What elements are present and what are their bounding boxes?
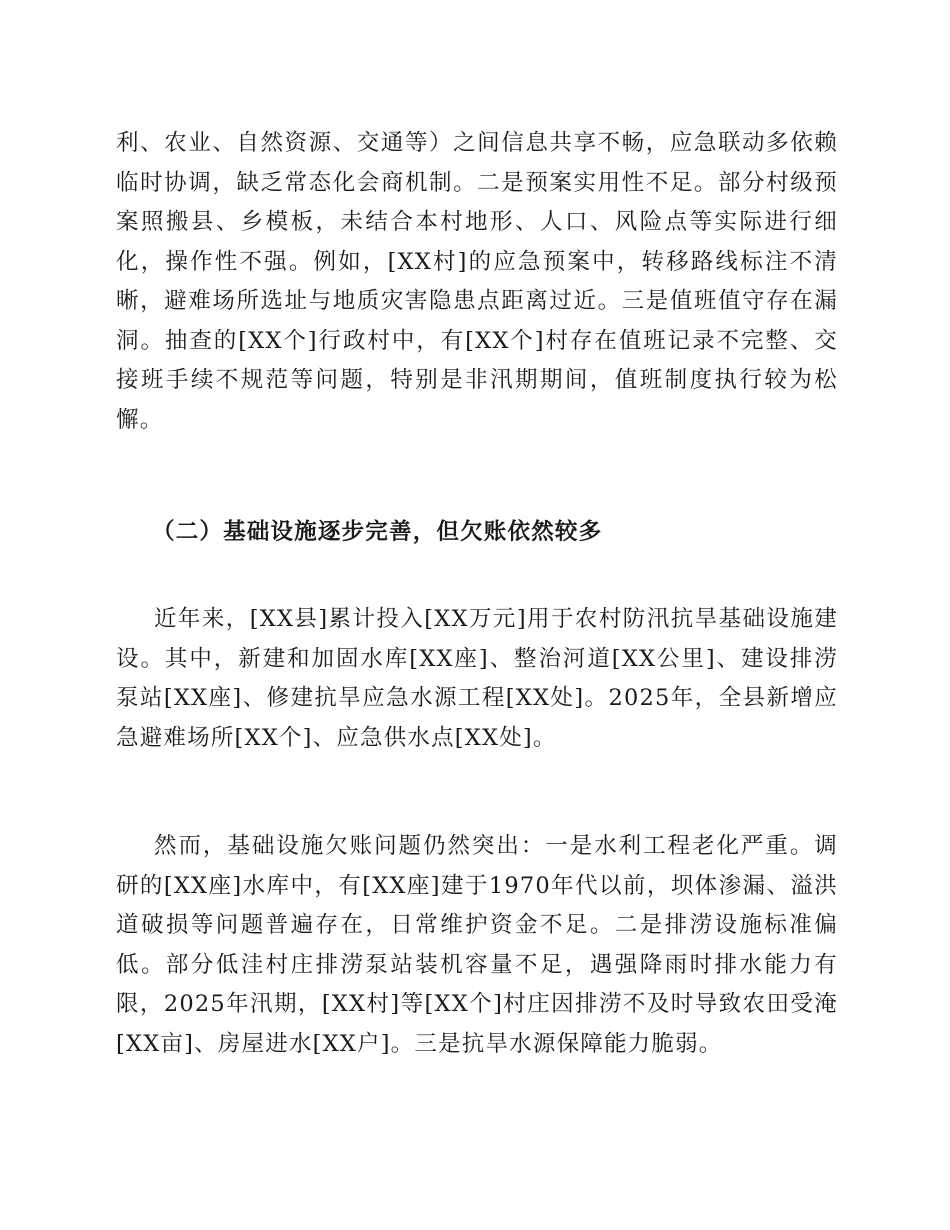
- body-paragraph-continued: 利、农业、自然资源、交通等）之间信息共享不畅，应急联动多依赖临时协调，缺乏常态化会商机制。二是预案实用性不足。部分村级预案照搬县、乡模板，未结合本村地形、人口、风险点等实际进行细化，操作性不强。例如，[XX村]的应急预案中，转移路线标注不清晰，避难场所选址与地质灾害隐患点距离过近。三是值班值守存在漏洞。抽查的[XX个]行政村中，有[XX个]村存在值班记录不完整、交接班手续不规范等问题，特别是非汛期期间，值班制度执行较为松懈。: [116, 130, 838, 433]
- body-paragraph-shortfalls: 然而，基础设施欠账问题仍然突出：一是水利工程老化严重。调研的[XX座]水库中，有[XX座]建于1970年代以前，坝体渗漏、溢洪道破损等问题普遍存在，日常维护资金不足。二是排涝设施标准偏低。部分低洼村庄排涝泵站装机容量不足，遇强降雨时排水能力有限，2025年汛期，[XX村]等[XX个]村庄因排涝不及时导致农田受淹[XX亩]、房屋进水[XX户]。三是抗旱水源保障能力脆弱。: [116, 833, 838, 1057]
- body-paragraph-investment: 近年来，[XX县]累计投入[XX万元]用于农村防汛抗旱基础设施建设。其中，新建和加固水库[XX座]、整治河道[XX公里]、建设排涝泵站[XX座]、修建抗旱应急水源工程[XX处]。2025年，全县新增应急避难场所[XX个]、应急供水点[XX处]。: [116, 606, 838, 751]
- section-heading: （二）基础设施逐步完善，但欠账依然较多: [152, 519, 603, 545]
